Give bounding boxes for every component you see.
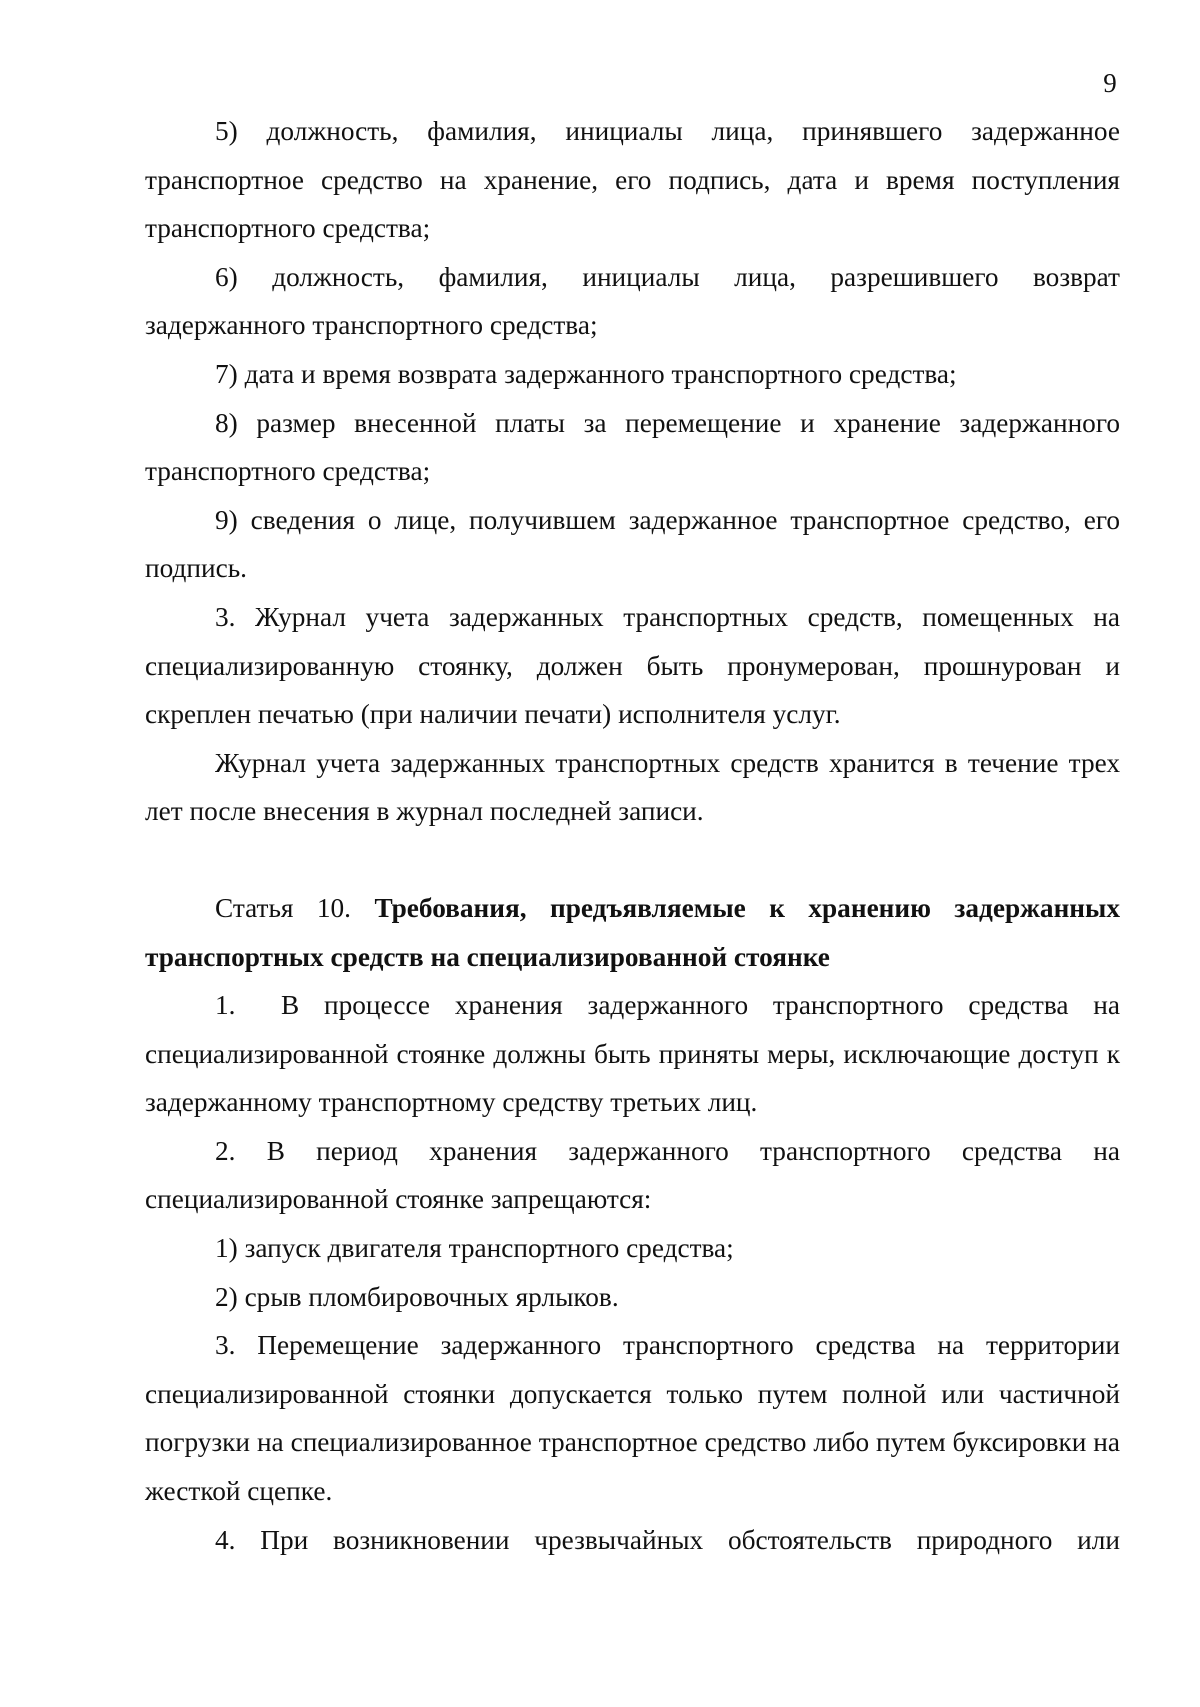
paragraph-journal-storage: Журнал учета задержанных транспортных средств хранится в течение трех лет после внесения в журнал последней записи. bbox=[145, 747, 1120, 827]
article-paragraph-1 bbox=[145, 981, 1120, 1127]
list-item-6: 6) должность, фамилия, инициалы лица, разрешившего возврат задержанного транспортного средства; bbox=[145, 261, 1120, 341]
article-paragraph-2-item-1: 1) запуск двигателя транспортного средства; bbox=[215, 1233, 734, 1264]
article-paragraph-4: 4. При возникновении чрезвычайных обстоятельств природного или bbox=[215, 1524, 1120, 1555]
list-item-5: 5) должность, фамилия, инициалы лица, принявшего задержанное транспортное средство на хранение, его подпись, дата и время поступления транспортного средства; bbox=[145, 116, 1120, 244]
article-number: Статья 10. bbox=[215, 892, 351, 923]
article-paragraph-1-number: 1. bbox=[215, 990, 236, 1021]
list-item-7: 7) дата и время возврата задержанного транспортного средства; bbox=[215, 358, 957, 389]
page-number: 9 bbox=[1103, 68, 1117, 98]
article-paragraph-1-text: В процессе хранения задержанного транспортного средства на специализированной стоянке должны быть приняты меры, исключающие доступ к задержанному транспортному средству третьих лиц. bbox=[145, 990, 1120, 1118]
article-title: Требования, предъявляемые к хранению задержанных транспортных средств на специализированной стоянке bbox=[145, 892, 1120, 972]
paragraph-3-journal-requirements: 3. Журнал учета задержанных транспортных средств, помещенных на специализированную стоянку, должен быть пронумерован, прошнурован и скреплен печатью (при наличии печати) исполнителя услуг. bbox=[145, 601, 1120, 730]
article-paragraph-2: 2. В период хранения задержанного транспортного средства на специализированной стоянке запрещаются: bbox=[145, 1135, 1120, 1215]
section-gap bbox=[145, 836, 1120, 884]
article-paragraph-3: 3. Перемещение задержанного транспортного средства на территории специализированной стоянки допускается только путем полной или частичной погрузки на специализированное транспортное средство либо путем буксировки на жесткой сцепке. bbox=[145, 1330, 1120, 1507]
list-item-8: 8) размер внесенной платы за перемещение и хранение задержанного транспортного средства; bbox=[145, 407, 1120, 487]
article-paragraph-2-item-2: 2) срыв пломбировочных ярлыков. bbox=[215, 1281, 619, 1312]
article-heading bbox=[145, 884, 1120, 981]
document-body bbox=[145, 107, 1120, 1564]
list-item-9: 9) сведения о лице, получившем задержанное транспортное средство, его подпись. bbox=[145, 504, 1120, 584]
